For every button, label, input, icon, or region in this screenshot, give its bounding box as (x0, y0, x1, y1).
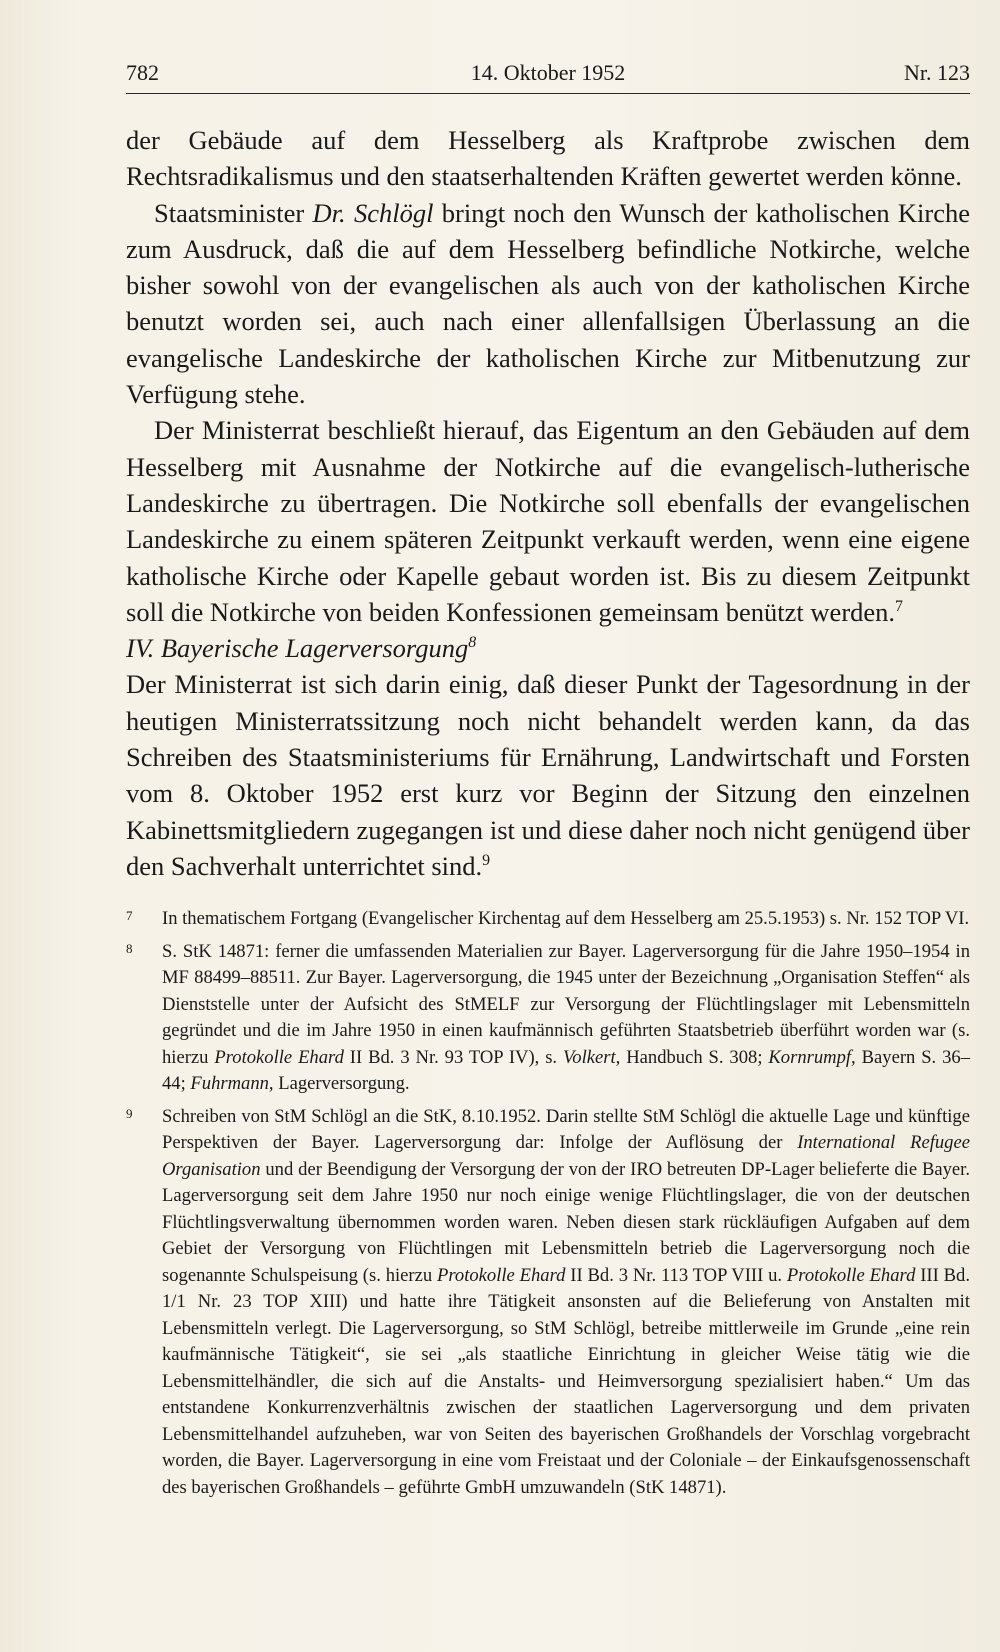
paragraph-3-text: Der Ministerrat beschließt hierauf, das Eigentum an den Gebäuden auf dem Hesselberg mit Ausnahme der Notkirche auf die evangelisch-lutherische Landeskirche zu übertragen. Die Notkirche soll ebenfalls der evangelischen Landeskirche zu einem späteren Zeitpunkt verkauft werden, wenn eine eigene katholische Kirche oder Kapelle gebaut worden ist. Bis zu diesem Zeitpunkt soll die Notkirche von beiden Konfessionen gemeinsam benützt werden. (126, 415, 970, 627)
footnote-ref-7[interactable]: 7 (895, 598, 903, 616)
footnote-9-italic-2: Protokolle Ehard (437, 1264, 566, 1286)
footnote-9-italic-1: International Refugee Organisation (162, 1132, 970, 1180)
footnote-ref-9[interactable]: 9 (482, 852, 491, 870)
footnote-8-text-5: Lagerversorgung. (273, 1073, 410, 1094)
footnote-9 (126, 1104, 970, 1502)
header-issue: Nr. 123 (904, 60, 970, 85)
footnote-7-text: In thematischem Fortgang (Evangelischer Kirchentag auf dem Hesselberg am 25.5.1953) s. Nr. 152 TOP VI. (162, 908, 970, 929)
paragraph-1: der Gebäude auf dem Hesselberg als Kraftprobe zwischen dem Rechtsradikalismus und den staatserhaltenden Kräften gewertet werden könne. (126, 125, 970, 192)
footnote-9-italic-3: Protokolle Ehard (786, 1264, 916, 1286)
footnote-9-text-1: Schreiben von StM Schlögl an die StK, 8.10.1952. Darin stellte StM Schlögl die aktuelle Lage und künftige Perspektiven der Bayer. Lagerversorgung dar: Infolge der Auflösung der (162, 1105, 970, 1153)
footnote-8-italic-4: Fuhrmann, (190, 1073, 274, 1094)
footnote-7-number: 7 (126, 908, 133, 923)
minister-name: Dr. Schlögl (312, 197, 434, 228)
footnote-9-text-4: III Bd. 1/1 Nr. 23 TOP XIII) und hatte ihre Tätigkeit ansonsten auf die Belieferung von Anstalten mit Lebensmitteln verlegt. Die Lagerversorgung, so StM Schlögl, betreibe mittlerweile im Grunde „eine rein kaufmännische Tätigkeit“, sie sei „als staatliche Einrichtung in gleicher Weise tätig wie die Lebensmittelhändler, die sich auf die Anstalts- und Heimversorgung spezialisiert haben.“ Um das entstandene Konkurrenzverhältnis zwischen der staatlichen Lagerversorgung und dem privaten Lebensmittelhandel aufzuheben, war von Seiten des bayerischen Großhandels der Vorschlag vorgebracht worden, die Bayer. Lagerversorgung in eine vom Freistaat und der Coloniale – der Einkaufsgenossenschaft des bayerischen Großhandels – geführte GmbH umzuwandeln (StK 14871). (162, 1264, 970, 1498)
footnote-8-italic-2: Volkert, (562, 1046, 621, 1068)
footnote-8-text-4: Bayern S. 36–44; (162, 1046, 971, 1094)
paragraph-4 (126, 666, 970, 884)
paragraph-4-text: Der Ministerrat ist sich darin einig, daß dieser Punkt der Tagesordnung in der heutigen Ministerratssitzung noch nicht behandelt werden kann, da das Schreiben des Staatsministeriums für Ernährung, Landwirtschaft und Forsten vom 8. Oktober 1952 erst kurz vor Beginn der Sitzung den einzelnen Kabinettsmitgliedern zugegangen ist und diese daher noch nicht genügend über den Sachverhalt unterrichtet sind. (126, 669, 970, 881)
section-title-text: IV. Bayerische Lagerversorgung (126, 633, 469, 664)
footnote-8-text-1: S. StK 14871: ferner die umfassenden Materialien zur Bayer. Lagerversorgung für die Jahre 1950–1954 in MF 88499–88511. Zur Bayer. Lagerversorgung, die 1945 unter der Bezeichnung „Organisation Steffen“ als Dienststelle unter der Aufsicht des StMELF zur Versorgung der Flüchtlingslager mit Lebensmitteln gegründet und die im Jahre 1950 in einen kaufmännisch geführten Staatsbetrieb überführt worden war (s. hierzu (162, 940, 970, 1068)
footnotes (126, 906, 970, 1507)
footnote-8-text-2: II Bd. 3 Nr. 93 TOP IV), s. (343, 1046, 563, 1068)
footnote-8-italic-1: Protokolle Ehard (214, 1046, 344, 1068)
paragraph-2 (126, 195, 970, 413)
paragraph-2-part-a: Staatsminister (154, 197, 313, 228)
header-date: 14. Oktober 1952 (470, 60, 626, 85)
footnote-7 (126, 906, 970, 933)
footnote-ref-8[interactable]: 8 (468, 634, 477, 652)
page-number: 782 (126, 60, 159, 85)
footnote-8-italic-3: Kornrumpf, (768, 1046, 856, 1068)
footnote-8-number: 8 (126, 940, 133, 956)
section-title (126, 630, 970, 666)
main-text (126, 122, 970, 884)
page-header (126, 60, 970, 94)
footnote-8-text-3: Handbuch S. 308; (620, 1046, 769, 1068)
footnote-9-text-3: II Bd. 3 Nr. 113 TOP VIII u. (565, 1264, 787, 1286)
footnote-9-number: 9 (126, 1105, 133, 1121)
footnote-9-text-2: und der Beendigung der Versorgung der von der IRO betreuten DP-Lager belieferte die Bayer. Lagerversorgung seit dem Jahre 1950 nur noch einige wenige Flüchtlingslager, die von der deutschen Flüchtlingsverwaltung übernommen worden waren. Neben diesen stark rückläufigen Aufgaben auf dem Gebiet der Versorgung von Flüchtlingen mit Lebensmitteln betrieb die Lagerversorgung noch die sogenannte Schulspeisung (s. hierzu (162, 1158, 970, 1286)
paragraph-3 (126, 412, 970, 630)
paragraph-2-part-b: bringt noch den Wunsch der katholischen Kirche zum Ausdruck, daß die auf dem Hesselberg befindliche Notkirche, welche bisher sowohl von der evangelischen als auch von der katholischen Kirche benutzt worden sei, auch nach einer allenfallsigen Überlassung an die evangelische Landeskirche der katholischen Kirche zur Mitbenutzung zur Verfügung stehe. (126, 197, 971, 410)
header-rule (126, 93, 970, 94)
footnote-8 (126, 939, 970, 1098)
